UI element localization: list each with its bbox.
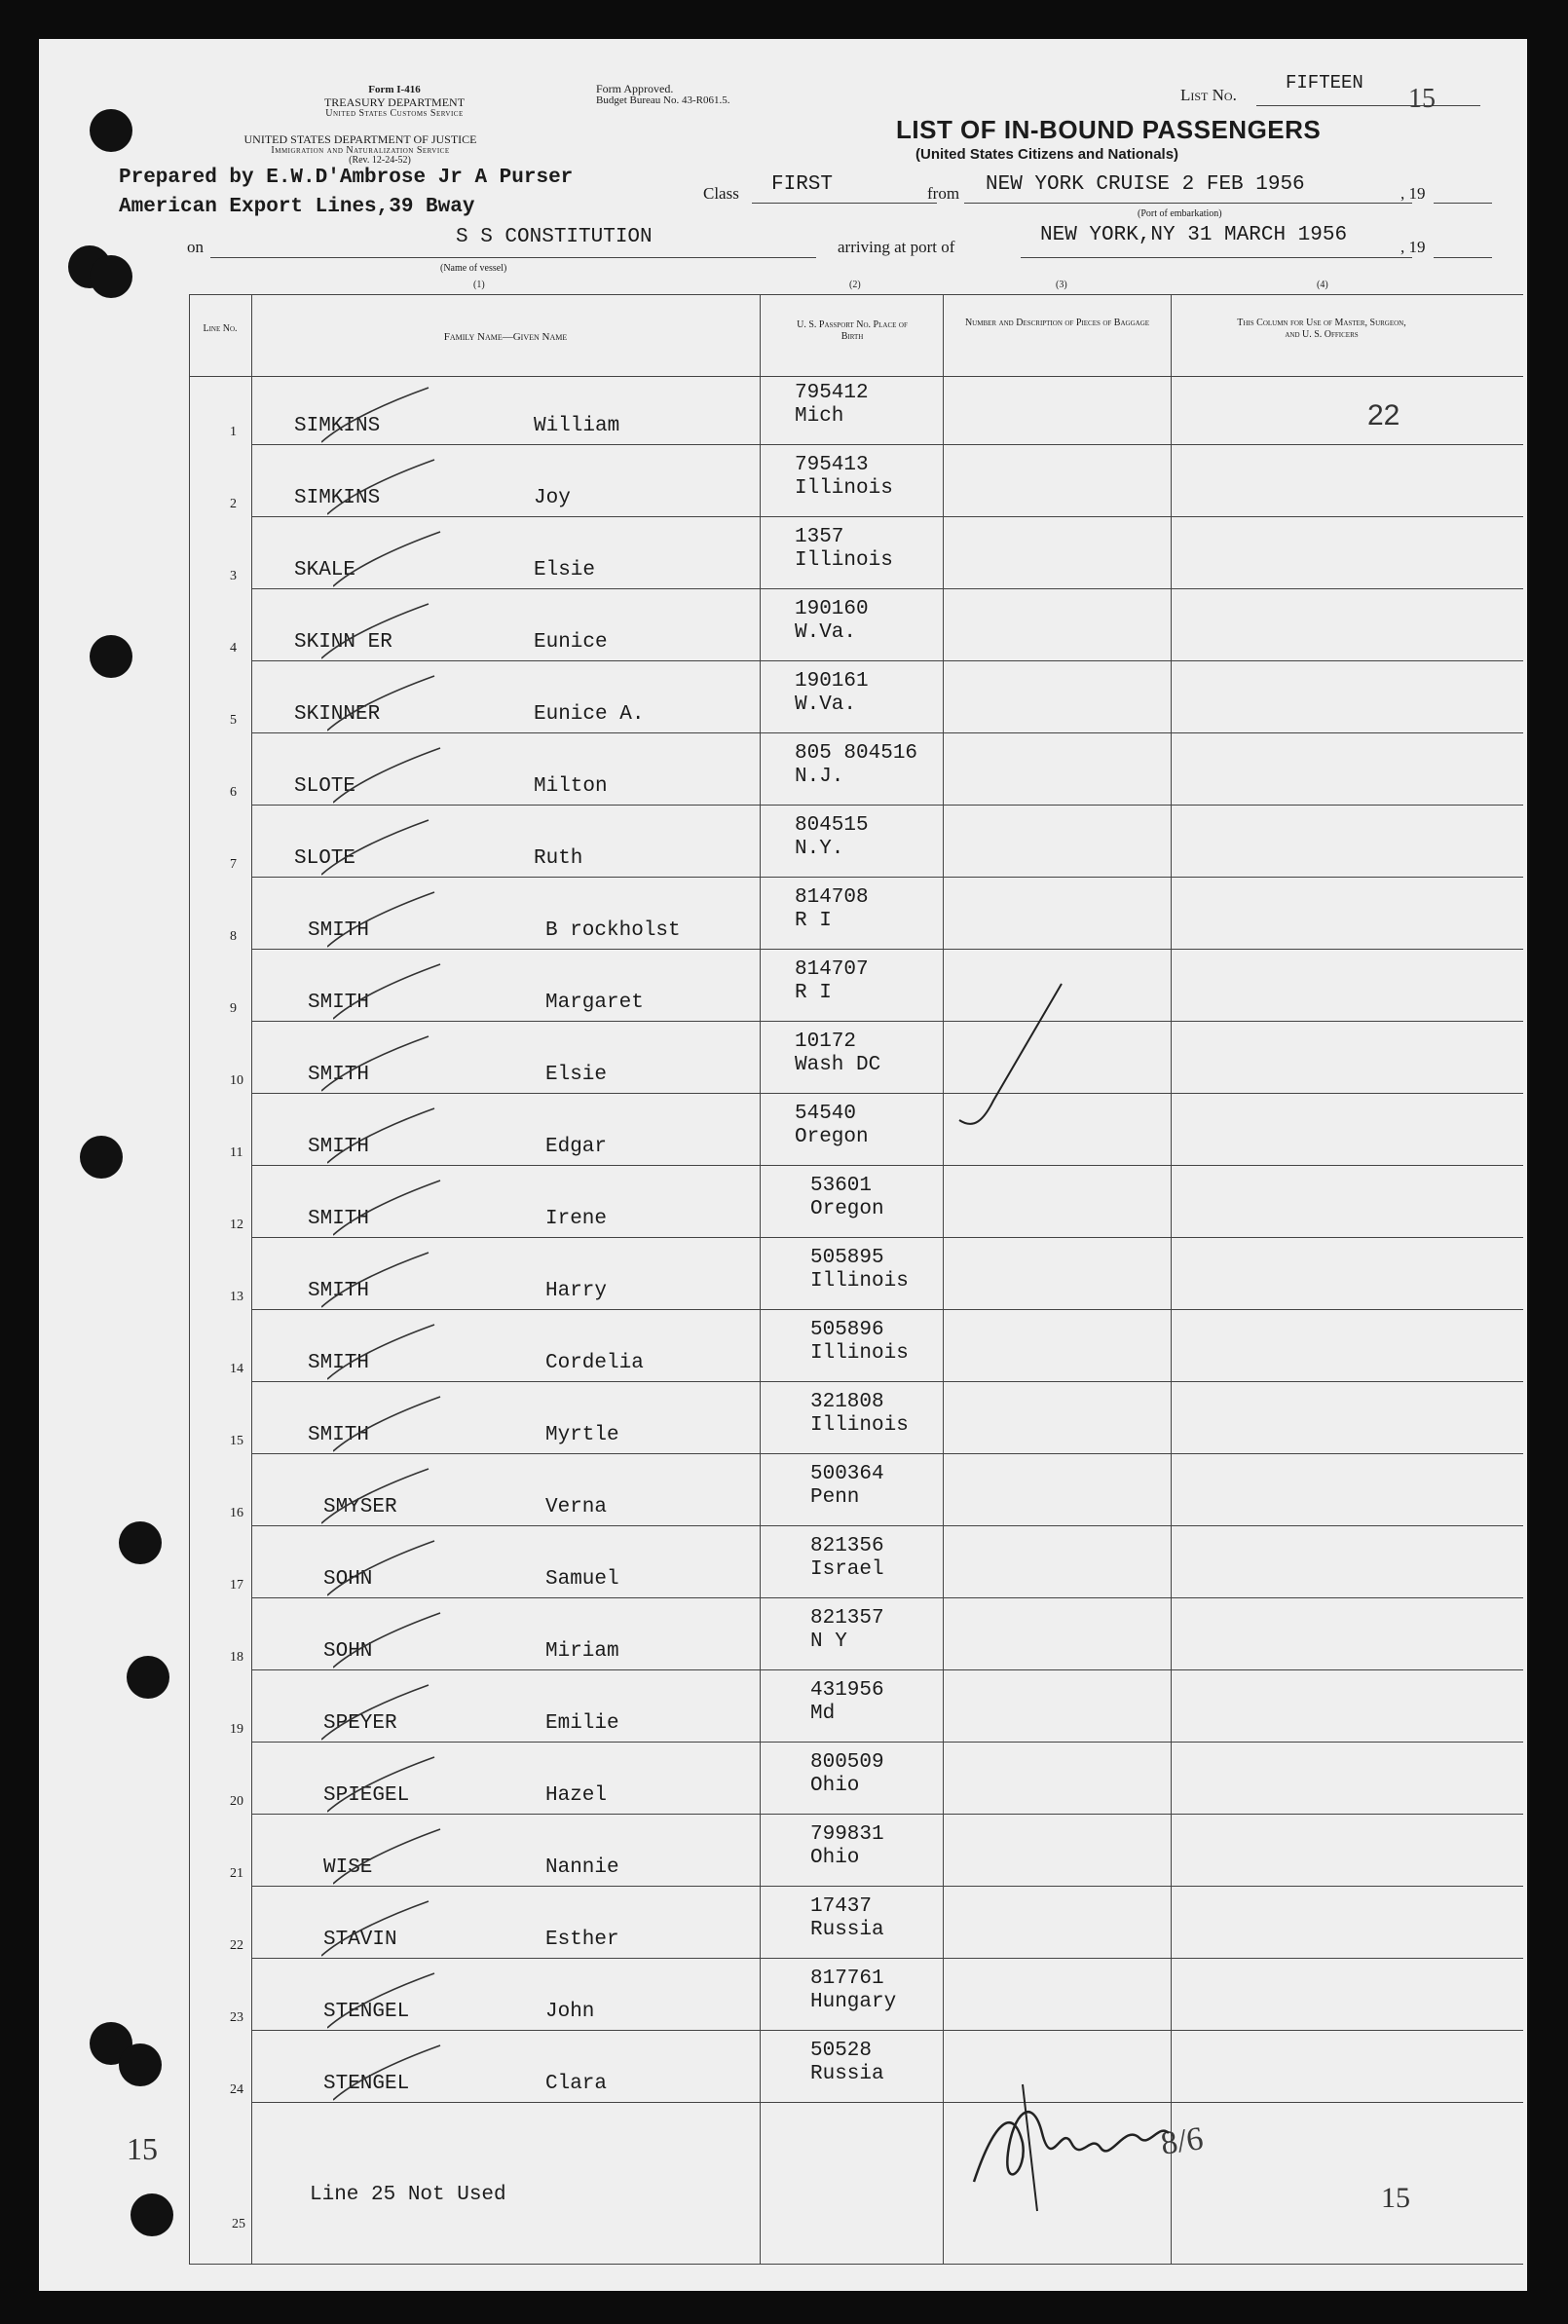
tick-mark [333,2043,450,2102]
family-name: SMITH [308,1352,370,1374]
tick-mark [321,1683,438,1742]
table-row [39,1241,1527,1313]
line-number: 15 [230,1434,243,1448]
given-name: Esther [545,1929,619,1951]
tick-mark [327,1106,444,1165]
year-label: , 19 [1400,238,1426,256]
family-name: SKINN ER [294,631,392,654]
birth-place: Oregon [795,1126,869,1148]
ins: Immigration and Naturalization Service [271,145,450,156]
table-row [39,1385,1527,1457]
family-name: SLOTE [294,775,356,798]
from-label: from [927,184,960,203]
birth-place: R I [795,910,832,932]
tick-mark [327,458,444,516]
passport-number: 321808 [810,1391,884,1413]
arrival-value: NEW YORK,NY 31 MARCH 1956 [1040,224,1348,246]
officer-signature [964,2065,1188,2221]
family-name: SMITH [308,1208,370,1230]
tick-mark [321,1251,438,1309]
line-number: 5 [230,713,237,728]
birth-place: Ohio [810,1847,860,1869]
given-name: Samuel [545,1568,619,1591]
passport-number: 804515 [795,814,869,837]
birth-place: Illinois [795,549,893,572]
passport-number: 817761 [810,1968,884,1990]
family-name: STAVIN [323,1929,397,1951]
passport-number: 50528 [810,2040,873,2062]
tick-mark [333,746,450,805]
family-name: SPEYER [323,1712,397,1735]
family-name: WISE [323,1856,373,1879]
line-number: 22 [230,1938,243,1953]
column-header-name: Family Name—Given Name [443,331,568,343]
table-row [39,520,1527,592]
given-name: Margaret [545,992,644,1014]
line-number: 16 [230,1506,243,1520]
revision: (Rev. 12-24-52) [349,155,411,166]
passport-number: 799831 [810,1823,884,1846]
line-25-note: Line 25 Not Used [310,2184,506,2206]
passport-number: 505895 [810,1247,884,1269]
birth-place: N.J. [795,766,844,788]
tick-mark [327,1323,444,1381]
on-label: on [187,238,204,256]
passport-number: 795413 [795,454,869,476]
family-name: SMITH [308,1280,370,1302]
budget-bureau: Budget Bureau No. 43-R061.5. [596,94,730,106]
line-number: 6 [230,785,237,800]
given-name: Cordelia [545,1352,644,1374]
given-name: Nannie [545,1856,619,1879]
embark-caption: (Port of embarkation) [1138,208,1222,219]
list-number-label: List No. [1180,86,1237,104]
column-header-passport: U. S. Passport No. Place of Birth [797,319,908,342]
officer-note: 22 [1367,399,1400,431]
prepared-by: Prepared by E.W.D'Ambrose Jr A Purser [119,167,574,189]
table-row [39,1745,1527,1818]
table-row [39,1673,1527,1745]
line-number: 13 [230,1290,243,1304]
line-number: 2 [230,497,237,511]
family-name: SKINNER [294,703,381,726]
passport-number: 190161 [795,670,869,693]
given-name: Ruth [534,847,583,870]
family-name: SLOTE [294,847,356,870]
form-approved: Form Approved. [596,82,674,95]
table-row [39,664,1527,736]
justice-dept: UNITED STATES DEPARTMENT OF JUSTICE [243,132,477,146]
table-row [39,592,1527,664]
birth-place: Illinois [810,1414,909,1437]
given-name: Hazel [545,1784,608,1807]
given-name: Emilie [545,1712,619,1735]
passport-number: 190160 [795,598,869,620]
line-number: 25 [232,2217,245,2231]
family-name: SIMKINS [294,487,381,509]
vessel-caption: (Name of vessel) [440,263,507,274]
birth-place: Mich [795,405,844,428]
form-sheet [39,39,1527,2291]
passport-number: 814707 [795,958,869,981]
tick-mark [321,1034,438,1093]
line-number: 3 [230,569,237,583]
table-row [39,1529,1527,1601]
class-value: FIRST [771,173,834,196]
tick-mark [327,674,444,732]
given-name: Eunice A. [534,703,645,726]
passport-number: 821356 [810,1535,884,1557]
tick-mark [321,1899,438,1958]
birth-place: Russia [810,1919,884,1941]
margin-number: 15 [127,2131,158,2166]
line-number: 17 [230,1578,243,1593]
tick-mark [327,1755,444,1814]
line-number: 19 [230,1722,243,1737]
passport-number: 431956 [810,1679,884,1702]
table-row [39,1025,1527,1097]
family-name: SMITH [308,992,370,1014]
arriving-label: arriving at port of [838,238,955,256]
page-title: LIST OF IN-BOUND PASSENGERS [896,115,1322,144]
tick-mark [333,1179,450,1237]
passport-number: 54540 [795,1103,857,1125]
column-number: (3) [1056,280,1067,290]
birth-place: Hungary [810,1991,897,2013]
company: American Export Lines,39 Bway [119,196,475,218]
birth-place: N Y [810,1631,847,1653]
tick-mark [333,1395,450,1453]
table-row [39,448,1527,520]
column-number: (2) [849,280,861,290]
birth-place: Ohio [810,1775,860,1797]
given-name: Elsie [534,559,596,581]
table-row [39,881,1527,953]
tick-mark [327,1539,444,1597]
column-header-baggage: Number and Description of Pieces of Baggage [964,318,1150,328]
given-name: John [545,2001,595,2023]
line-number: 20 [230,1794,243,1809]
class-label: Class [703,184,739,203]
form-number: Form I-416 [368,84,421,95]
bottom-right-number: 15 [1381,2182,1410,2214]
line-number: 4 [230,641,237,656]
column-header-line: Line No. [203,323,238,334]
table-row [39,1169,1527,1241]
given-name: Harry [545,1280,608,1302]
family-name: SOHN [323,1640,373,1663]
page-subtitle: (United States Citizens and Nationals) [915,146,1179,163]
family-name: SMITH [308,1064,370,1086]
column-header-officers: This Column for Use of Master, Surgeon, and U. S. Officers [1237,318,1406,340]
family-name: SMITH [308,919,370,942]
from-value: NEW YORK CRUISE 2 FEB 1956 [986,173,1305,196]
line-number: 8 [230,929,237,944]
table-row [39,1890,1527,1962]
table-row [39,376,1527,448]
tick-mark [333,1827,450,1886]
given-name: Clara [545,2073,608,2095]
birth-place: Israel [810,1558,884,1581]
tick-mark [333,530,450,588]
column-number: (1) [473,280,485,290]
line-number: 9 [230,1001,237,1016]
passport-number: 795412 [795,382,869,404]
line-number: 12 [230,1218,243,1232]
tick-mark [333,1611,450,1669]
tick-mark [333,962,450,1021]
birth-place: Illinois [810,1270,909,1293]
family-name: SMITH [308,1136,370,1158]
initials-fraction: 8/6 [1158,2120,1206,2162]
family-name: SPIEGEL [323,1784,410,1807]
birth-place: Illinois [810,1342,909,1365]
passport-number: 805 804516 [795,742,918,765]
line-number: 24 [230,2082,243,2097]
passport-number: 800509 [810,1751,884,1774]
given-name: Verna [545,1496,608,1518]
table-row [39,736,1527,808]
birth-place: N.Y. [795,838,844,860]
family-name: STENGEL [323,2073,410,2095]
table-row [39,1818,1527,1890]
family-name: SKALE [294,559,356,581]
column-number: (4) [1317,280,1328,290]
given-name: B rockholst [545,919,681,942]
line-number: 7 [230,857,237,872]
birth-place: Penn [810,1486,860,1509]
birth-place: Wash DC [795,1054,881,1076]
tick-mark [321,818,438,877]
passport-number: 53601 [810,1175,873,1197]
given-name: Joy [534,487,571,509]
tick-mark [321,386,438,444]
passport-number: 505896 [810,1319,884,1341]
given-name: Milton [534,775,608,798]
punch-hole [131,2193,173,2236]
family-name: SMITH [308,1424,370,1446]
tick-mark [327,1971,444,2030]
passport-number: 17437 [810,1895,873,1918]
family-name: SOHN [323,1568,373,1591]
passport-number: 10172 [795,1031,857,1053]
given-name: Miriam [545,1640,619,1663]
birth-place: R I [795,982,832,1004]
birth-place: Md [810,1703,836,1725]
given-name: Myrtle [545,1424,619,1446]
passport-number: 1357 [795,526,844,548]
table-row [39,1457,1527,1529]
list-number-value: FIFTEEN [1286,72,1363,94]
table-row [39,1601,1527,1673]
birth-place: W.Va. [795,621,857,644]
passport-number: 500364 [810,1463,884,1485]
table-row [39,2034,1527,2106]
line-number: 14 [230,1362,243,1376]
birth-place: Illinois [795,477,893,500]
tick-mark [321,1467,438,1525]
punch-hole [90,255,132,298]
year-label: , 19 [1400,184,1426,203]
tick-mark [321,602,438,660]
family-name: SMYSER [323,1496,397,1518]
punch-hole [90,109,132,152]
line-number: 21 [230,1866,243,1881]
table-row [39,953,1527,1025]
line-number: 18 [230,1650,243,1665]
given-name: Irene [545,1208,608,1230]
passport-number: 821357 [810,1607,884,1630]
given-name: Eunice [534,631,608,654]
passport-number: 814708 [795,886,869,909]
line-number: 1 [230,425,237,439]
family-name: SIMKINS [294,415,381,437]
line-number: 10 [230,1073,243,1088]
customs-service: United States Customs Service [325,108,464,119]
table-row [39,1313,1527,1385]
given-name: Elsie [545,1064,608,1086]
check-mark [954,974,1071,1149]
birth-place: Oregon [810,1198,884,1220]
table-row [39,808,1527,881]
line-number: 11 [230,1145,243,1160]
table-row [39,1097,1527,1169]
birth-place: Russia [810,2063,884,2085]
given-name: Edgar [545,1136,608,1158]
treasury-dept: TREASURY DEPARTMENT [323,95,466,109]
line-number: 23 [230,2010,243,2025]
list-number-pencil: 15 [1408,84,1436,114]
family-name: STENGEL [323,2001,410,2023]
table-row [39,1962,1527,2034]
birth-place: W.Va. [795,693,857,716]
tick-mark [327,890,444,949]
vessel-name: S S CONSTITUTION [456,226,653,248]
given-name: William [534,415,620,437]
